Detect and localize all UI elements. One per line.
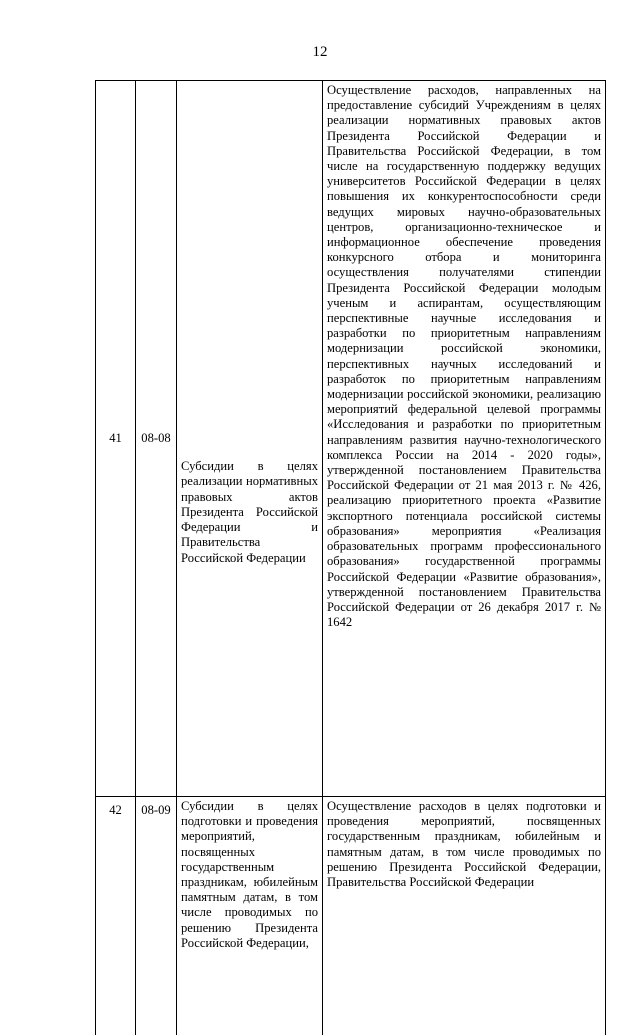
row-code: 08-09 [136, 797, 177, 1035]
row-description: Осуществление расходов в целях подготовки и проведения мероприятий, посвященных государственным праздникам, юбилейным и памятным датам, в том числе проводимых по решению Президента Российской Федерации, Правительства Российской Федерации [323, 797, 606, 1035]
row-number: 42 [96, 797, 136, 1035]
row-number: 41 [96, 81, 136, 797]
page-number: 12 [0, 44, 640, 61]
row-code: 08-08 [136, 81, 177, 797]
table-row [96, 797, 606, 1035]
row-description: Осуществление расходов, направленных на предоставление субсидий Учреждениям в целях реализации нормативных правовых актов Президента Российской Федерации и Правительства Российской Федерации, в том числе на государственную поддержку ведущих университетов Российской Федерации в целях повышения их конкурентоспособности среди ведущих мировых научно-образовательных центров, организационно-техническое и информационное обеспечение проведения конкурсного отбора и мониторинга осуществления получателями стипендии Президента Российской Федерации молодым ученым и аспирантам, осуществляющим перспективные научные исследования и разработки по приоритетным направлениям модернизации российской экономики, перспективных научных исследований и разработок по приоритетным направлениям модернизации российской экономики, реализацию мероприятий федеральной целевой программы «Исследования и разработки по приоритетным направлениям развития научно-технологического комплекса России на 2014 - 2020 годы», утвержденной постановлением Правительства Российской Федерации от 21 мая 2013 г. № 426, реализацию приоритетного проекта «Развитие экспортного потенциала российской системы образования» мероприятия «Реализация образовательных программ профессионального образования» государственной программы Российской Федерации «Развитие образования», утвержденной постановлением Правительства Российской Федерации от 26 декабря 2017 г. № 1642 [323, 81, 606, 797]
row-name: Субсидии в целях реализации нормативных правовых актов Президента Российской Федерации и Правительства Российской Федерации [177, 81, 323, 797]
row-name: Субсидии в целях подготовки и проведения мероприятий, посвященных государственным праздникам, юбилейным памятным датам, в том числе проводимых по решению Президента Российской Федерации, [177, 797, 323, 1035]
expenditure-table [95, 80, 606, 1035]
table-row [96, 81, 606, 797]
